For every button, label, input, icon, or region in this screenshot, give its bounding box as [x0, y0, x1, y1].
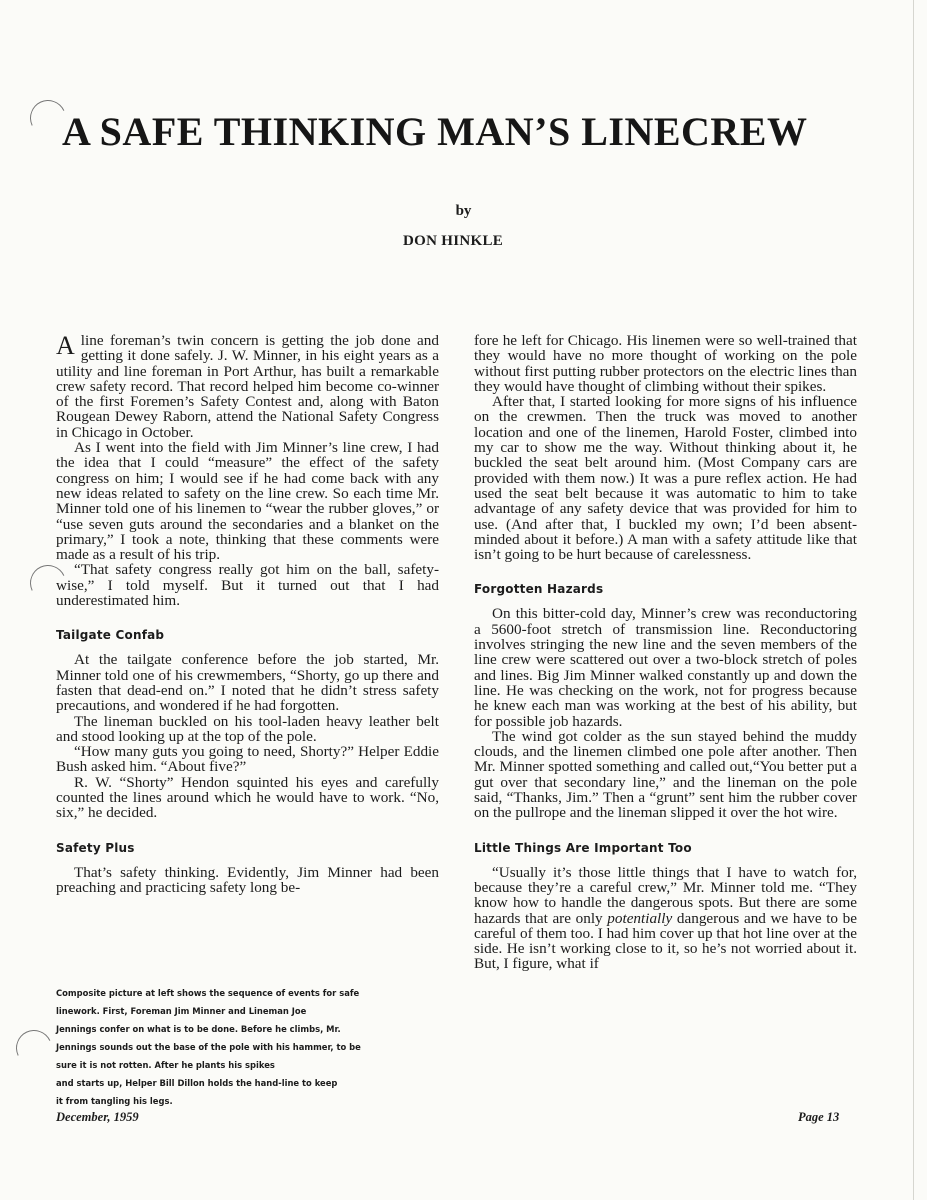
- author-name: DON HINKLE: [403, 233, 504, 249]
- paragraph: fore he left for Chicago. His linemen were so well-trained that they would have no more thought of working on the pole without first putting rubber protectors on the electric lines than they would have thought of climbing without their spikes.: [474, 332, 857, 395]
- caption-line: linework. First, Foreman Jim Minner and Lineman Joe: [56, 1006, 307, 1016]
- right-column: [474, 333, 857, 972]
- footer-date: December, 1959: [56, 1110, 139, 1124]
- paragraph: As I went into the field with Jim Minner’s line crew, I had the idea that I could “measure” the effect of the safety congress on him; I would see if he had come back with any new ideas related to safety on the line crew. So each time Mr. Minner told one of his linemen to “wear the rubber gloves,” or “use seven guts around the secondaries and a blanket on the primary,” I took a note, thinking that these comments were made as a result of his trip.: [56, 439, 439, 564]
- paragraph: “How many guts you going to need, Shorty?” Helper Eddie Bush asked him. “About five?”: [56, 743, 439, 776]
- paragraph: [474, 865, 857, 972]
- caption-line: Composite picture at left shows the sequence of events for safe: [56, 988, 360, 998]
- emphasized-word: potentially: [607, 909, 673, 927]
- page-number: Page 13: [798, 1110, 840, 1124]
- paragraph: On this bitter-cold day, Minner’s crew was reconductoring a 5600-foot stretch of transmission line. Reconductoring involves stringing the new line and the seven members of the line crew were scattered out over a two-block stretch of poles and lines. Big Jim Minner walked constantly up and down the line. He was checking on the work, not for progress because he knew each man was working at the best of his ability, but for possible job hazards.: [474, 605, 857, 730]
- caption-line: sure it is not rotten. After he plants his spikes: [56, 1060, 275, 1070]
- paragraph: “That safety congress really got him on the ball, safety-wise,” I told myself. But it turned out that I had underestimated him.: [56, 561, 439, 610]
- page-edge: [913, 0, 914, 1200]
- binder-hole-mark-bottom: [11, 1025, 57, 1071]
- caption-line: it from tangling his legs.: [56, 1096, 173, 1106]
- section-heading-tailgate: Tailgate Confab: [56, 628, 165, 643]
- paragraph: After that, I started looking for more signs of his influence on the crewmen. Then the truck was moved to another location and one of the linemen, Harold Foster, climbed into my car to show me the way. Without thinking about it, he buckled the seat belt around him. (Most Company cars are provided with them now.) It was a pure reflex action. He had used the seat belt because it was automatic to him to take advantage of any safety device that was provided for him to use. (And after that, I buckled my own; I’d been absent-minded about it before.) A man with a safety attitude like that isn’t going to be hurt because of carelessness.: [474, 393, 857, 564]
- byline-prefix: by: [455, 203, 472, 219]
- paragraph: The lineman buckled on his tool-laden heavy leather belt and stood looking up at the top of the pole.: [56, 712, 439, 745]
- drop-cap: A: [56, 331, 75, 360]
- caption-line: Jennings confer on what is to be done. Before he climbs, Mr.: [56, 1024, 341, 1034]
- paragraph: R. W. “Shorty” Hendon squinted his eyes and carefully counted the lines around which he would have to work. “No, six,” he decided.: [56, 773, 439, 822]
- photo-caption: [56, 984, 386, 1110]
- paragraph-text: “Usually it’s those little things that I have to watch for, because they’re a careful crew,” Mr. Minner told me. “They know how to handle the dangerous spots. But there are some hazards that are only: [474, 863, 857, 927]
- section-heading-little-things: Little Things Are Important Too: [474, 840, 692, 855]
- left-column: [56, 333, 439, 895]
- paragraph: That’s safety thinking. Evidently, Jim Minner had been preaching and practicing safety long be-: [56, 863, 439, 896]
- paragraph-text: dangerous and we have to be careful of them too. I had him cover up that hot line over at the side. He isn’t working close to it, so he’s not worried about it. But, I figure, what if: [474, 909, 857, 973]
- section-heading-forgotten-hazards: Forgotten Hazards: [474, 582, 604, 597]
- caption-line: and starts up, Helper Bill Dillon holds the hand-line to keep: [56, 1078, 338, 1088]
- caption-line: Jennings sounds out the base of the pole with his hammer, to be: [56, 1042, 361, 1052]
- paragraph: The wind got colder as the sun stayed behind the muddy clouds, and the linemen climbed one pole after another. Then Mr. Minner spotted something and called out,“You better put a gut over that secondary line,” and the lineman on the pole said, “Thanks, Jim.” Then a “grunt” sent him the rubber cover on the pullrope and the lineman slipped it over the hot wire.: [474, 727, 857, 822]
- article-title: A SAFE THINKING MAN’S LINECREW: [62, 109, 808, 154]
- paragraph: [56, 333, 439, 440]
- paragraph: At the tailgate conference before the job started, Mr. Minner told one of his crewmembers, “Shorty, go up there and fasten that dead-end on.” I noted that he didn’t stress safety precautions, and wondered if he had forgotten.: [56, 651, 439, 715]
- section-heading-safety-plus: Safety Plus: [56, 840, 135, 855]
- paragraph-text: line foreman’s twin concern is getting the job done and getting it done safely. J. W. Minner, in his eight years as a utility and line foreman in Port Arthur, has built a remarkable crew safety record. That record helped him become co-winner of the first Foremen’s Safety Contest and, along with Baton Rougean Dewey Raborn, attend the National Safety Congress in Chicago in October.: [56, 332, 439, 441]
